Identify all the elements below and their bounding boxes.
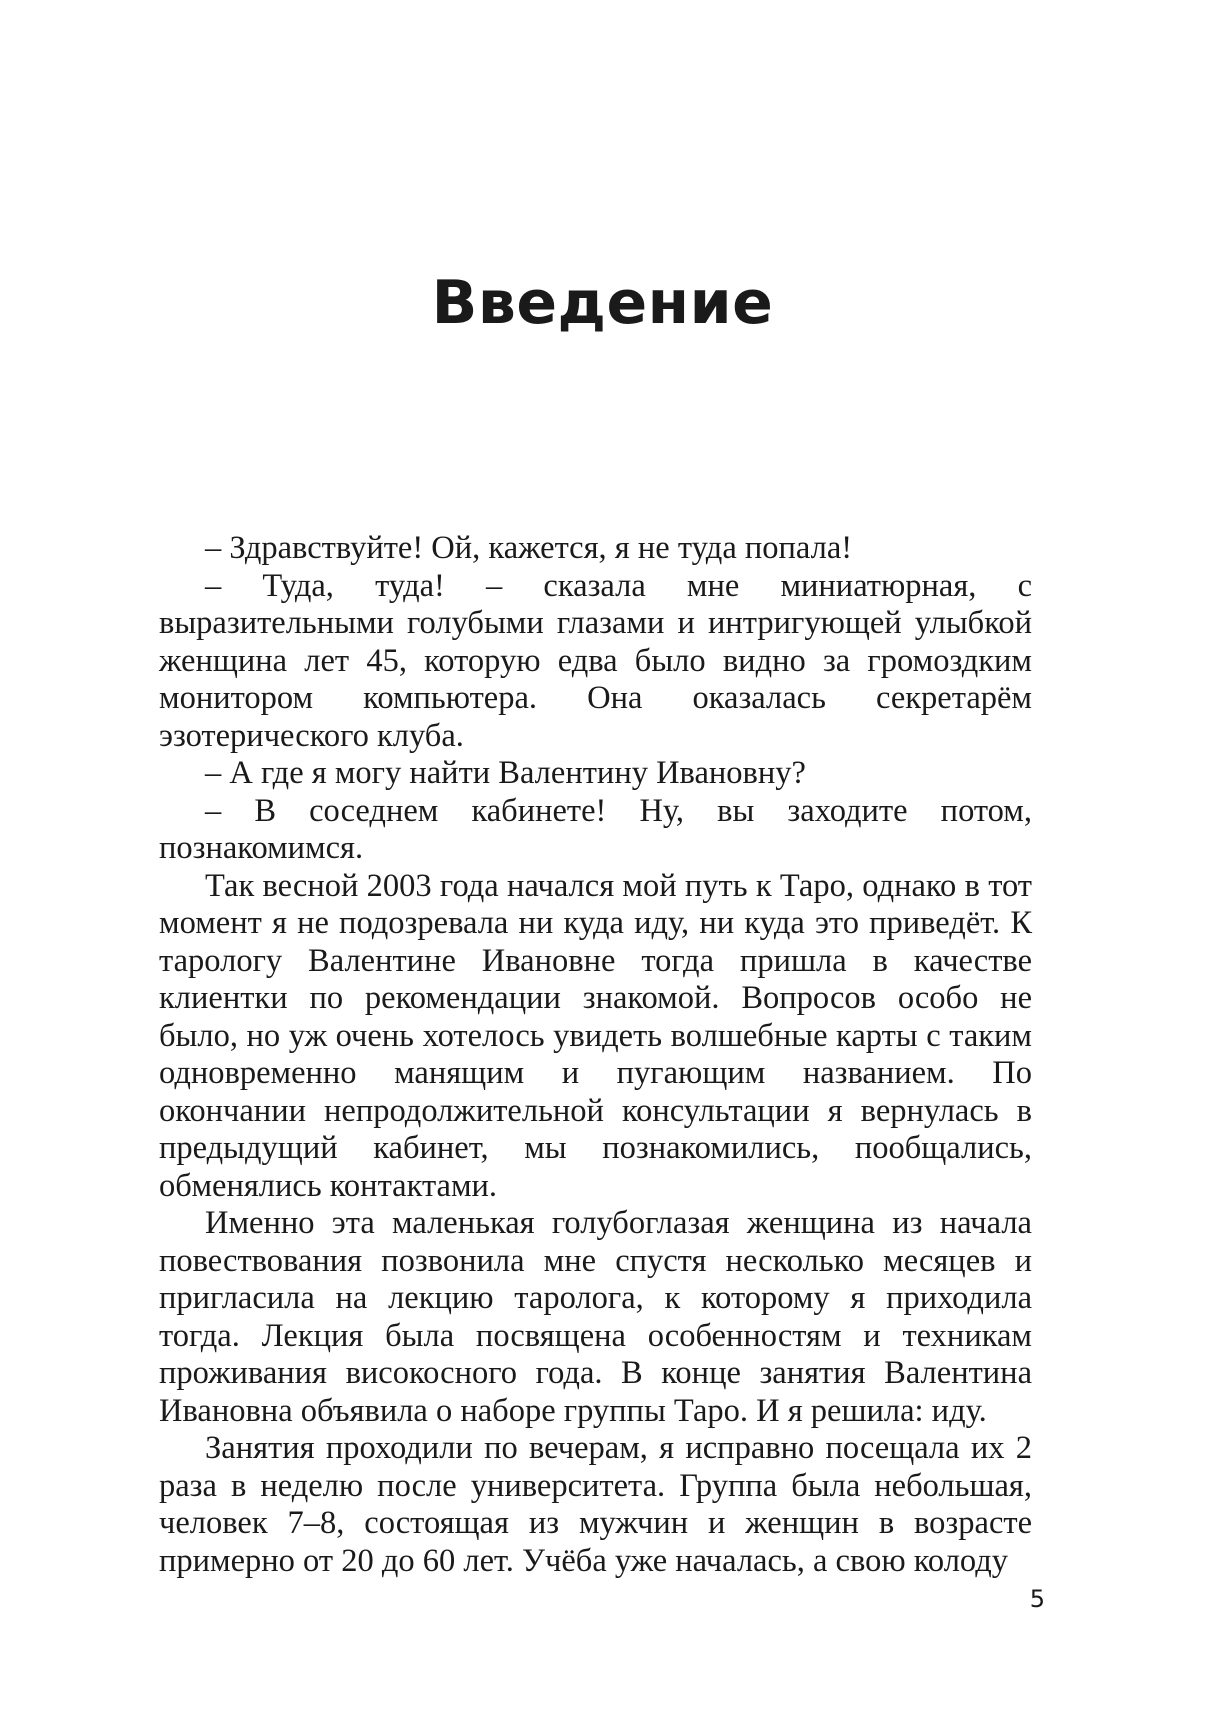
paragraph: Так весной 2003 года начался мой путь к Таро, однако в тот момент я не подозревала ни куда иду, ни куда это приведёт. К тарологу Валентине Ивановне тогда пришла в качестве клиентки по рекомендации знакомой. Вопросов особо не было, но уж очень хотелось увидеть волшебные карты с таким одновременно манящим и пугающим названием. По окончании непродолжительной консультации я вернулась в предыдущий кабинет, мы познакомились, пообщались, обменялись контактами. (159, 867, 1032, 1204)
paragraph: Занятия проходили по вечерам, я исправно посещала их 2 раза в неделю после университета. Группа была небольшая, человек 7–8, состоящая из мужчин и женщин в возрасте примерно от 20 до 60 лет. Учёба уже началась, а свою колоду (159, 1430, 1032, 1579)
paragraph: – Здравствуйте! Ой, кажется, я не туда попала! (205, 530, 853, 566)
paragraph: – Туда, туда! – сказала мне миниатюрная, с выразительными голубыми глазами и интригующей улыбкой женщина лет 45, которую едва было видно за громоздким монитором компьютера. Она оказалась секретарём эзотерического клуба. (159, 567, 1032, 754)
chapter-title: Введение (431, 268, 774, 338)
paragraph: – В соседнем кабинете! Ну, вы заходите потом, познакомимся. (159, 792, 1032, 866)
body-text (159, 530, 1032, 1580)
paragraph: – А где я могу найти Валентину Ивановну? (205, 755, 806, 791)
paragraph: Именно эта маленькая голубоглазая женщина из начала повествования позвонила мне спустя несколько месяцев и пригласила на лекцию таролога, к которому я приходила тогда. Лекция была посвящена особенностям и техникам проживания високосного года. В конце занятия Валентина Ивановна объявила о наборе группы Таро. И я решила: иду. (159, 1205, 1032, 1429)
page-number: 5 (1029, 1585, 1045, 1613)
